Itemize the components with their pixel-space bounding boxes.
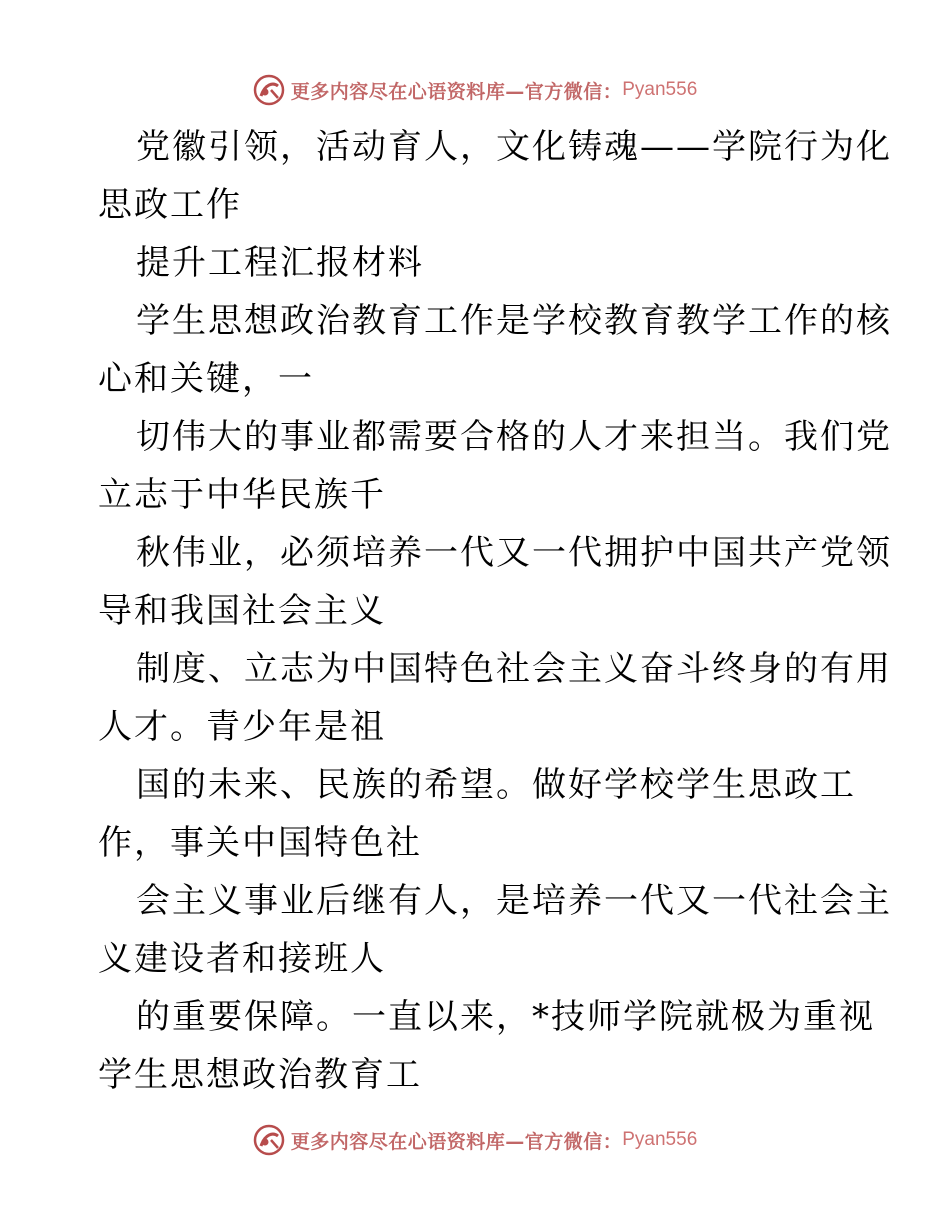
- watermark-contact: Pyan556: [622, 1129, 698, 1150]
- watermark-text: 更多内容尽在心语资料库—官方微信：: [290, 80, 623, 103]
- watermark-banner-top: [0, 70, 950, 110]
- paragraph-line: 学生思想政治教育工作是学校教育教学工作的核: [136, 301, 892, 341]
- paragraph-line: 义建设者和接班人: [98, 939, 386, 979]
- paragraph-line: 立志于中华民族千: [98, 475, 386, 515]
- paragraph-line: 作，事关中国特色社: [98, 823, 422, 863]
- paragraph-line: 会主义事业后继有人，是培养一代又一代社会主: [136, 881, 892, 921]
- paragraph-line: 制度、立志为中国特色社会主义奋斗终身的有用: [136, 649, 892, 689]
- paragraph-line: 人才。青少年是祖: [98, 707, 386, 747]
- document-title-line: 党徽引领，活动育人，文化铸魂——学院行为化: [136, 127, 892, 167]
- document-subtitle-line: 提升工程汇报材料: [136, 243, 424, 283]
- watermark-contact: Pyan556: [622, 79, 698, 100]
- paragraph-line: 导和我国社会主义: [98, 591, 386, 631]
- red-seal-logo-icon: [253, 1124, 285, 1156]
- paragraph-line: 秋伟业，必须培养一代又一代拥护中国共产党领: [136, 533, 892, 573]
- paragraph-line: 学生思想政治教育工: [98, 1055, 422, 1095]
- paragraph-line: 国的未来、民族的希望。做好学校学生思政工: [136, 765, 856, 805]
- paragraph-line: 的重要保障。一直以来，*技师学院就极为重视: [136, 997, 875, 1037]
- document-title-line: 思政工作: [98, 185, 242, 225]
- watermark-text: 更多内容尽在心语资料库—官方微信：: [290, 1130, 623, 1153]
- document-body: [98, 118, 892, 1104]
- watermark-banner-bottom: [0, 1120, 950, 1160]
- paragraph-line: 心和关键，一: [98, 359, 314, 399]
- paragraph-line: 切伟大的事业都需要合格的人才来担当。我们党: [136, 417, 892, 457]
- red-seal-logo-icon: [253, 74, 285, 106]
